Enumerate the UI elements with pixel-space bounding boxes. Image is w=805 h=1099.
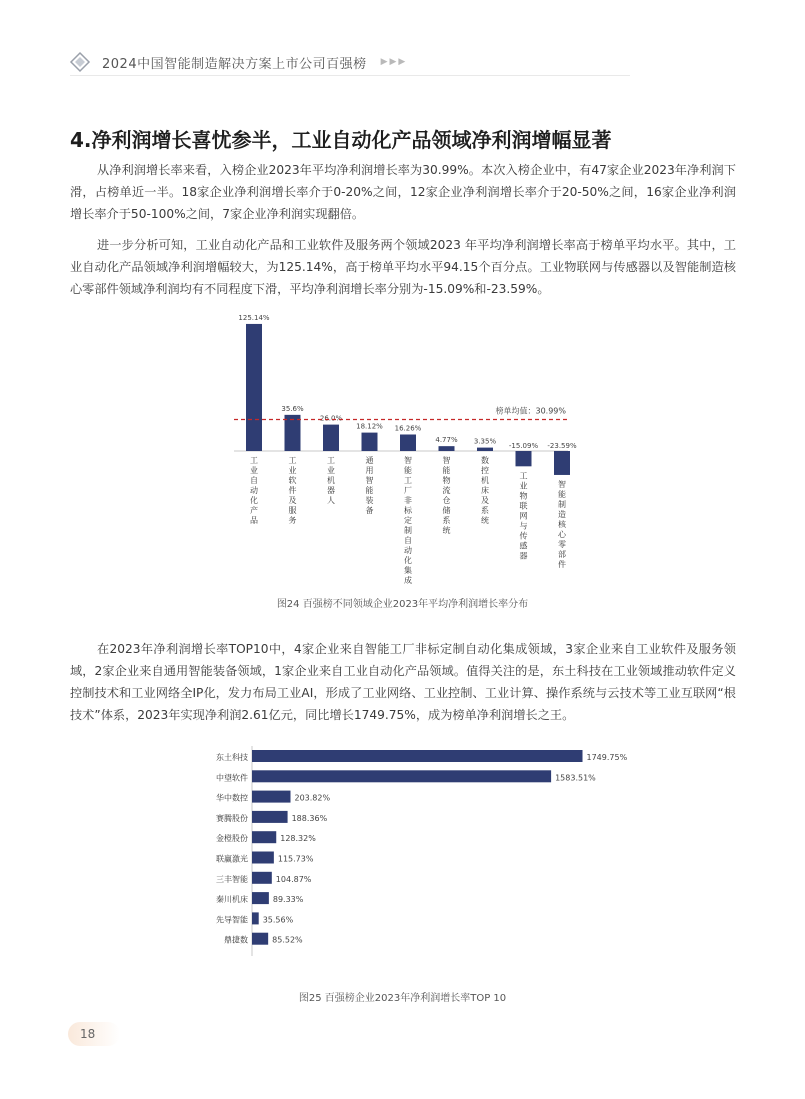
category-label-char: 及 (288, 496, 297, 505)
bar-value-label-4: 188.36% (291, 813, 328, 823)
bar-value-label-1: 1749.75% (586, 753, 628, 762)
category-label-char: 业 (519, 481, 528, 491)
category-label-char: 器 (519, 551, 528, 561)
category-label-char: 物 (519, 491, 528, 501)
paragraph-3: 在2023年净利润增长率TOP10中，4家企业来自智能工厂非标定制自动化集成领域，3家企业来自工业软件及服务领域，2家企业来自通用智能装备领域，1家企业来自工业自动化产品领域。值得关注的是，东土科技在工业领域推动软件定义控制技术和工业网络全IP化，发力布局工业AI，形成了工业网络、工业控制、工业计算、操作系统与云技术等工业互联网“根技术”体系，2023年实现净利润2.61亿元，同比增长1749.75%，成为榜单净利润增长之王。 (70, 642, 736, 722)
bar-value-label-2: 1583.51% (555, 773, 596, 783)
category-label-char: 业 (250, 466, 258, 475)
category-label-char: 床 (481, 486, 489, 495)
page-header (70, 49, 630, 76)
sector-growth-chart (226, 303, 577, 585)
bar-6 (252, 852, 274, 864)
average-reference-label: 榜单均值：30.99% (495, 406, 566, 416)
category-label-6 (443, 455, 451, 535)
category-label-char: 务 (288, 516, 297, 525)
bar-7 (477, 448, 493, 451)
bar-7 (252, 872, 272, 884)
paragraph-1: 从净利润增长率来看，入榜企业2023年平均净利润增长率为30.99%。本次入榜企业中，有47家企业2023年净利润下滑，占榜单近一半。18家企业净利润增长率介于0-20%之间，12家企业净利润增长率介于20-50%之间，16家企业净利润增长率介于50-100%之间，7家企业净利润实现翻倍。 (70, 163, 736, 221)
bar-value-label-1: 125.14% (238, 313, 270, 322)
arrows-icon: ▶▶▶ (380, 57, 408, 67)
category-label-9 (558, 479, 567, 569)
bar-value-label-8: 89.33% (272, 895, 304, 905)
category-label-2 (289, 456, 297, 525)
category-label-char: 装 (365, 496, 374, 505)
category-label-char: 联 (519, 501, 528, 511)
page-number: 18 (68, 1022, 120, 1046)
category-label-char: 工 (404, 476, 412, 485)
category-label-char: 机 (327, 476, 335, 485)
bar-5 (252, 831, 276, 843)
category-label-char: 定 (404, 516, 412, 525)
category-label-char: 物 (442, 476, 451, 485)
category-label-char: 流 (442, 486, 451, 495)
bar-9 (554, 451, 570, 475)
bar-3 (252, 791, 290, 803)
bar-value-label-7: 104.87% (275, 874, 312, 884)
category-label-char: 产 (250, 506, 258, 515)
bar-value-label-3: 26.0% (319, 414, 343, 423)
category-label-char: 厂 (404, 486, 412, 495)
category-label-char: 感 (519, 541, 528, 551)
category-label-char: 网 (519, 511, 528, 521)
company-label-2: 中望软件 (216, 773, 248, 783)
category-label-1 (250, 456, 258, 525)
category-label-5 (404, 455, 413, 585)
category-label-char: 能 (365, 486, 374, 495)
bar-8 (252, 892, 269, 904)
bar-6 (439, 446, 455, 451)
company-label-4: 赛腾股份 (216, 813, 248, 823)
section-title: 4.净利润增长喜忧参半，工业自动化产品领域净利润增幅显著 (70, 128, 612, 152)
category-label-char: 工 (250, 456, 258, 465)
company-label-5: 金橙股份 (216, 834, 248, 844)
category-label-char: 与 (519, 521, 528, 531)
category-label-char: 集 (404, 566, 412, 575)
bar-value-label-6: 115.73% (277, 854, 314, 864)
category-label-char: 制 (558, 499, 566, 509)
category-label-char: 仓 (442, 496, 451, 505)
category-label-char: 服 (288, 506, 297, 515)
category-label-char: 人 (327, 496, 335, 505)
category-label-char: 零 (558, 539, 566, 549)
category-label-char: 造 (558, 509, 566, 519)
category-label-char: 制 (404, 526, 412, 535)
company-label-10: 鼎捷数 (224, 935, 248, 945)
category-label-char: 工 (327, 456, 335, 465)
company-label-6: 联赢激光 (216, 854, 248, 864)
category-label-char: 自 (404, 536, 412, 545)
company-label-1: 东土科技 (216, 753, 248, 762)
category-label-char: 智 (558, 479, 566, 489)
category-label-char: 器 (327, 486, 335, 495)
company-label-3: 华中数控 (216, 793, 248, 803)
category-label-char: 能 (442, 466, 451, 475)
category-label-char: 备 (365, 506, 374, 515)
bar-value-label-6: 4.77% (435, 436, 458, 445)
category-label-char: 件 (558, 559, 566, 569)
bar-value-label-2: 35.6% (281, 404, 304, 413)
category-label-char: 传 (519, 531, 528, 541)
bar-4 (252, 811, 288, 823)
bar-4 (362, 433, 378, 451)
category-label-char: 心 (558, 529, 566, 539)
category-label-char: 工 (288, 456, 297, 465)
category-label-4 (366, 455, 374, 515)
chart1-caption: 图24 百强榜不同领域企业2023年平均净利润增长率分布 (276, 599, 529, 610)
company-label-7: 三丰智能 (216, 874, 248, 884)
category-label-char: 化 (404, 556, 412, 565)
category-label-char: 智 (365, 476, 374, 485)
category-label-char: 核 (558, 519, 566, 529)
category-label-char: 部 (558, 549, 566, 559)
bar-2 (252, 770, 551, 782)
chart2-caption: 图25 百强榜企业2023年净利润增长率TOP 10 (298, 993, 507, 1004)
bar-2 (285, 415, 301, 451)
sector-growth-chart-svg (226, 303, 577, 585)
top10-growth-chart (200, 746, 628, 956)
category-label-char: 非 (404, 496, 412, 505)
category-label-char: 系 (442, 516, 451, 525)
category-label-char: 能 (404, 466, 412, 475)
diamond-logo-icon (70, 52, 90, 72)
category-label-char: 化 (250, 496, 258, 505)
category-label-char: 用 (365, 466, 374, 475)
category-label-3 (327, 456, 335, 505)
bar-value-label-9: 35.56% (262, 915, 294, 925)
bar-1 (246, 324, 262, 451)
category-label-char: 机 (481, 476, 489, 485)
category-label-7 (481, 455, 489, 525)
company-label-8: 秦川机床 (216, 895, 248, 905)
bar-value-label-9: -23.59% (547, 442, 577, 450)
category-label-char: 业 (288, 466, 297, 475)
bar-value-label-3: 203.82% (294, 793, 331, 803)
category-label-char: 及 (481, 496, 489, 505)
category-label-char: 智 (404, 456, 412, 465)
top10-growth-chart-svg (200, 746, 628, 956)
category-label-char: 智 (442, 456, 451, 465)
category-label-char: 系 (481, 506, 489, 515)
bar-value-label-7: 3.35% (473, 437, 497, 446)
bar-value-label-5: 128.32% (280, 834, 316, 844)
category-label-char: 动 (250, 486, 258, 495)
category-label-char: 标 (404, 506, 412, 515)
bar-value-label-10: 85.52% (272, 935, 303, 945)
category-label-char: 储 (442, 506, 451, 515)
bar-3 (323, 425, 339, 451)
paragraph-2: 进一步分析可知，工业自动化产品和工业软件及服务两个领域2023 年平均净利润增长率高于榜单平均水平。其中，工业自动化产品领域净利润增幅较大，为125.14%，高于榜单平均水平94.15个百分点。工业物联网与传感器以及智能制造核心零部件领域净利润均有不同程度下滑，平均净利润增长率分别为-15.09%和-23.59%。 (70, 238, 736, 296)
bar-9 (252, 912, 259, 924)
bar-value-label-8: -15.09% (508, 442, 539, 450)
bar-5 (400, 434, 416, 451)
bar-8 (516, 451, 532, 466)
company-label-9: 先导智能 (216, 915, 248, 925)
bar-10 (252, 933, 268, 945)
category-label-char: 成 (404, 576, 412, 585)
bar-1 (252, 750, 583, 762)
category-label-8 (520, 471, 528, 560)
bar-value-label-4: 18.12% (356, 422, 383, 431)
bar-value-label-5: 16.26% (394, 424, 422, 433)
category-label-char: 自 (250, 476, 258, 485)
category-label-char: 统 (481, 516, 489, 525)
category-label-char: 软 (288, 476, 297, 485)
category-label-char: 数 (481, 456, 489, 465)
category-label-char: 控 (481, 466, 489, 475)
category-label-char: 通 (365, 456, 374, 465)
category-label-char: 工 (519, 471, 528, 481)
category-label-char: 业 (327, 466, 335, 475)
category-label-char: 件 (288, 486, 297, 495)
category-label-char: 品 (250, 516, 258, 525)
report-title: 2024中国智能制造解决方案上市公司百强榜 (102, 56, 367, 72)
category-label-char: 统 (442, 526, 451, 535)
category-label-char: 动 (404, 546, 412, 555)
category-label-char: 能 (558, 489, 566, 499)
